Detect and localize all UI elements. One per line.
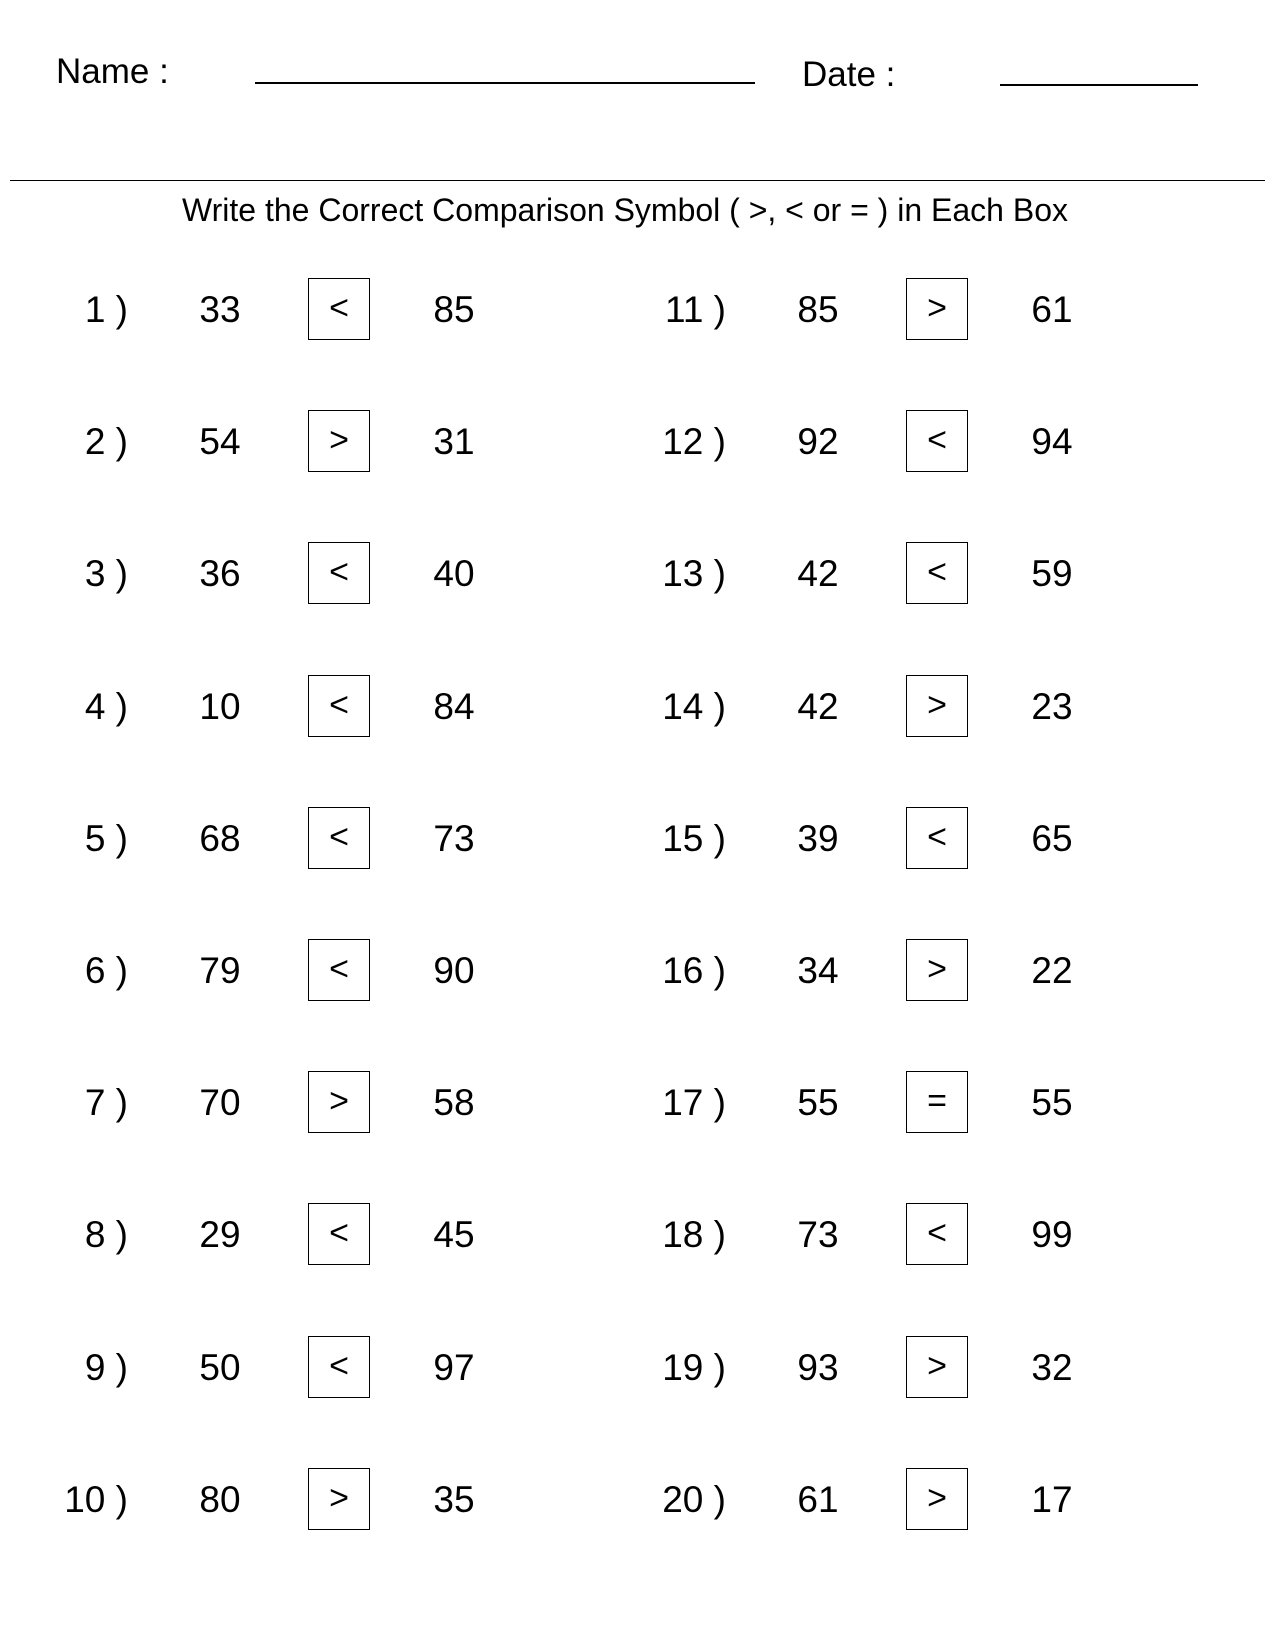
right-number: 23 <box>1031 685 1073 727</box>
answer-box[interactable]: > <box>906 1336 968 1398</box>
problem-number: 15 ) <box>662 817 726 859</box>
right-number: 58 <box>433 1082 475 1124</box>
date-label: Date : <box>802 55 896 94</box>
problem-number: 9 ) <box>84 1346 128 1388</box>
answer-box[interactable]: > <box>906 675 968 737</box>
problem-number: 19 ) <box>662 1346 726 1388</box>
problem-number: 8 ) <box>84 1214 128 1256</box>
right-number: 90 <box>433 950 475 991</box>
answer-box[interactable]: < <box>308 542 370 604</box>
right-number: 45 <box>433 1214 475 1256</box>
problem-row <box>598 939 1158 1003</box>
problem-row <box>598 807 1158 871</box>
name-field[interactable] <box>255 82 755 84</box>
right-number: 85 <box>433 289 475 330</box>
left-number: 34 <box>797 950 839 991</box>
left-number: 61 <box>797 1478 839 1520</box>
right-number: 31 <box>433 421 475 463</box>
problem-number: 13 ) <box>662 553 726 595</box>
answer-box[interactable]: > <box>906 939 968 1001</box>
problem-number: 18 ) <box>662 1214 726 1256</box>
answer-box[interactable]: < <box>906 542 968 604</box>
problem-number: 7 ) <box>84 1082 128 1124</box>
left-number: 54 <box>199 421 241 463</box>
answer-box[interactable]: < <box>308 278 370 340</box>
problem-row <box>0 1336 560 1400</box>
problem-number: 1 ) <box>84 289 128 330</box>
left-number: 29 <box>199 1214 241 1256</box>
answer-box[interactable]: > <box>906 1468 968 1530</box>
right-number: 59 <box>1031 553 1073 595</box>
answer-box[interactable]: > <box>906 278 968 340</box>
problem-row <box>0 278 560 342</box>
problem-row <box>598 542 1158 606</box>
problem-number: 20 ) <box>662 1478 726 1520</box>
answer-box[interactable]: > <box>308 1468 370 1530</box>
left-number: 92 <box>797 421 839 463</box>
answer-box[interactable]: < <box>308 1203 370 1265</box>
date-field[interactable] <box>1000 84 1198 86</box>
problem-number: 11 ) <box>664 289 726 330</box>
answer-box[interactable]: < <box>906 410 968 472</box>
left-number: 73 <box>797 1214 839 1256</box>
left-number: 79 <box>199 950 241 991</box>
instructions: Write the Correct Comparison Symbol ( >, < or = ) in Each Box <box>182 192 1068 228</box>
right-number: 22 <box>1031 950 1073 991</box>
problem-row <box>0 410 560 474</box>
left-number: 39 <box>797 817 839 859</box>
name-label: Name : <box>56 52 169 91</box>
answer-box[interactable]: < <box>308 675 370 737</box>
left-number: 93 <box>797 1346 839 1388</box>
right-number: 97 <box>433 1346 475 1388</box>
right-number: 73 <box>433 817 475 859</box>
right-number: 65 <box>1031 817 1073 859</box>
answer-box[interactable]: < <box>308 807 370 869</box>
problem-number: 3 ) <box>84 553 128 595</box>
left-number: 42 <box>797 553 839 595</box>
problem-row <box>0 807 560 871</box>
problem-number: 2 ) <box>84 421 128 463</box>
problem-row <box>598 410 1158 474</box>
answer-box[interactable]: > <box>308 1071 370 1133</box>
problem-row <box>598 1203 1158 1267</box>
right-number: 32 <box>1031 1346 1073 1388</box>
problem-row <box>0 939 560 1003</box>
right-number: 61 <box>1031 289 1073 330</box>
left-number: 10 <box>199 685 241 727</box>
problem-row <box>598 1336 1158 1400</box>
answer-box[interactable]: < <box>308 1336 370 1398</box>
problem-number: 5 ) <box>84 817 128 859</box>
right-number: 55 <box>1031 1082 1073 1124</box>
problem-row <box>598 278 1158 342</box>
left-number: 50 <box>199 1346 241 1388</box>
answer-box[interactable]: > <box>308 410 370 472</box>
left-number: 33 <box>199 289 241 330</box>
answer-box[interactable]: < <box>906 807 968 869</box>
problem-row <box>0 542 560 606</box>
problem-number: 4 ) <box>84 685 128 727</box>
problem-row <box>0 1203 560 1267</box>
problem-number: 16 ) <box>662 950 726 991</box>
problem-row <box>0 1071 560 1135</box>
problem-row <box>0 1468 560 1532</box>
header-divider <box>10 180 1265 181</box>
answer-box[interactable]: = <box>906 1071 968 1133</box>
problem-number: 17 ) <box>662 1082 726 1124</box>
problem-row <box>598 1468 1158 1532</box>
left-number: 85 <box>797 289 839 330</box>
left-number: 36 <box>199 553 241 595</box>
answer-box[interactable]: < <box>906 1203 968 1265</box>
right-number: 35 <box>433 1478 475 1520</box>
right-number: 99 <box>1031 1214 1073 1256</box>
left-number: 42 <box>797 685 839 727</box>
left-number: 70 <box>199 1082 241 1124</box>
left-number: 55 <box>797 1082 839 1124</box>
left-number: 68 <box>199 817 241 859</box>
right-number: 40 <box>433 553 475 595</box>
problem-row <box>0 675 560 739</box>
problem-number: 10 ) <box>64 1478 128 1520</box>
problem-number: 14 ) <box>662 685 726 727</box>
right-number: 84 <box>433 685 475 727</box>
right-number: 17 <box>1031 1478 1073 1520</box>
problem-number: 6 ) <box>84 950 128 991</box>
problem-row <box>598 675 1158 739</box>
problem-number: 12 ) <box>662 421 726 463</box>
left-number: 80 <box>199 1478 241 1520</box>
problem-row <box>598 1071 1158 1135</box>
right-number: 94 <box>1031 421 1073 463</box>
answer-box[interactable]: < <box>308 939 370 1001</box>
